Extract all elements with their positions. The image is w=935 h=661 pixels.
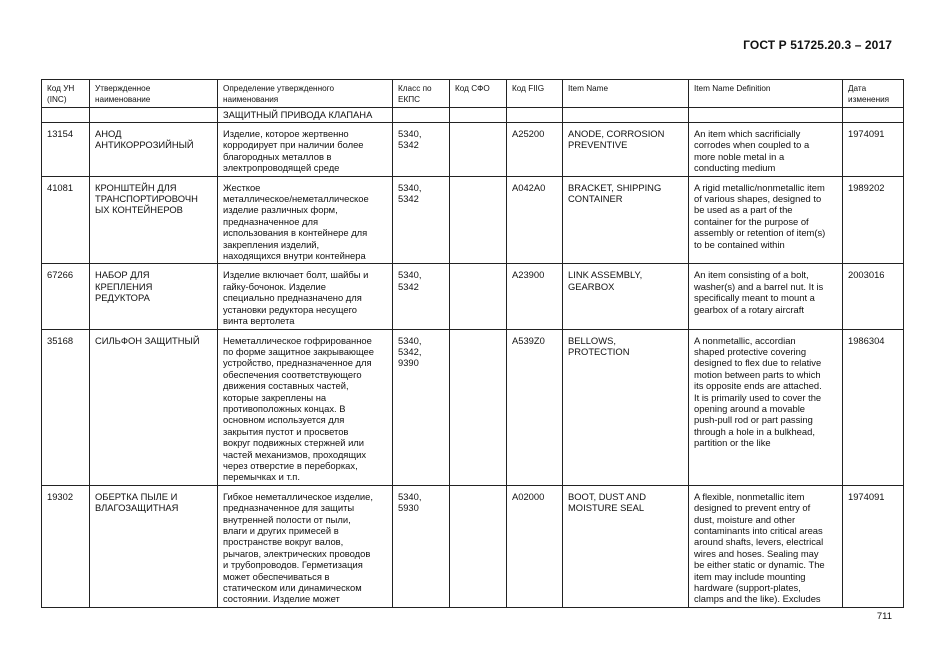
en-definition-cell-line: specifically meant to mount a [694,292,815,304]
en-definition-cell-line: washer(s) and a barrel nut. It is [694,280,824,292]
date-cell: 1989202 [843,176,904,264]
table-header-row [42,80,904,108]
section-spacer-5 [507,108,563,123]
class-cell-line: 5340, [398,334,422,346]
date-cell: 1974091 [843,485,904,607]
name-cell [90,123,218,177]
definition-cell-line: основном используется для [223,414,345,426]
col-definition-header-line: наименования [223,94,279,104]
definition-cell-line: устройство, предназначенное для [223,357,372,369]
class-cell-line: 5340, [398,128,422,139]
inc-cell: 41081 [42,176,90,264]
definition-cell-line: внутренней полости от пыли, [223,513,351,525]
definition-cell-line: вокруг подвижных стержней или [223,437,365,449]
definition-cell-line: Изделие включает болт, шайбы и [223,269,369,281]
class-cell-line: 5340, [398,181,422,193]
class-cell [393,264,450,329]
name-cell-line: ЫХ КОНТЕЙНЕРОВ [95,204,183,216]
section-title: ЗАЩИТНЫЙ ПРИВОДА КЛАПАНА [218,108,393,123]
definition-cell-line: статическом или динамическом [223,582,362,594]
inc-cell: 13154 [42,123,90,177]
definition-cell-line: пространстве вокруг валов, [223,536,344,548]
sfo-cell [450,123,507,177]
en-definition-cell-line: An item consisting of a bolt, [694,269,809,281]
en-definition-cell [689,264,843,329]
inc-cell: 35168 [42,329,90,485]
en-name-cell [563,329,689,485]
col-class-header [393,80,450,108]
en-definition-cell-line: designed to prevent entry of [694,502,811,514]
col-item-name-header [563,80,689,108]
en-definition-cell-line: corrodes when coupled to a [694,139,810,151]
class-cell-line: 5340, [398,490,422,502]
section-row [42,108,904,123]
definition-cell-line: благородных металлов в [223,150,332,162]
class-cell-line: 5342 [398,139,419,151]
page-number: 711 [876,611,892,622]
catalog-table [41,79,904,608]
en-name-cell [563,264,689,329]
table-row [42,329,904,485]
name-cell [90,264,218,329]
sfo-cell [450,329,507,485]
col-item-name-header-line: Item Name [568,84,609,93]
en-name-cell-line: PROTECTION [568,345,630,357]
en-definition-cell-line: item may include mounting [694,570,806,582]
definition-cell [218,264,393,329]
definition-cell-line: состоянии. Изделие может [223,593,340,605]
col-approved-name-header-line: Утвержденное [95,84,151,93]
name-cell-line: РЕДУКТОРА [95,292,150,304]
en-definition-cell-line: opening around a movable [694,402,806,414]
definition-cell-line: которые закреплены на [223,391,327,403]
definition-cell-line: по форме защитное закрывающее [223,345,374,357]
name-cell-line: НАБОР ДЛЯ [95,269,150,281]
table-row [42,264,904,329]
inc-cell: 67266 [42,264,90,329]
col-class-header-line: Класс по [398,84,432,93]
col-sfo-header-line: Код СФО [455,84,490,93]
en-definition-cell-line: An item which sacrificially [694,128,801,139]
fiig-cell: A042A0 [507,176,563,264]
definition-cell-line: через отверстие в переборках, [223,459,358,471]
section-spacer-4 [450,108,507,123]
en-definition-cell-line: around shafts, levers, electrical [694,536,824,548]
definition-cell-line: Жесткое [223,181,261,193]
col-date-header [843,80,904,108]
section-spacer-2 [90,108,218,123]
definition-cell-line: предназначенное для защиты [223,502,355,514]
en-definition-cell-line: dust, moisture and other [694,513,796,525]
definition-cell-line: Неметаллическое гофрированное [223,334,372,346]
en-name-cell-line: GEARBOX [568,280,615,292]
en-definition-cell [689,176,843,264]
en-definition-cell-line: wires and hoses. Sealing may [694,547,819,559]
en-definition-cell-line: contaminants into critical areas [694,525,823,536]
definition-cell-line: закрепления изделий, [223,238,320,250]
class-cell-line: 5342 [398,193,419,205]
en-name-cell [563,485,689,607]
en-definition-cell-line: push-pull rod or part passing [694,414,813,426]
definition-cell-line: специально предназначено для [223,292,362,304]
fiig-cell: A02000 [507,485,563,607]
name-cell-line: СИЛЬФОН ЗАЩИТНЫЙ [95,334,200,346]
definition-cell-line: установки редуктора несущего [223,303,358,315]
definition-cell-line: рычагов, электрических проводов [223,547,371,559]
definition-cell-line: Изделие, которое жертвенно [223,128,349,139]
sfo-cell [450,264,507,329]
section-spacer-3 [393,108,450,123]
fiig-cell: A25200 [507,123,563,177]
name-cell-line: ОБЕРТКА ПЫЛЕ И [95,490,178,502]
en-definition-cell-line: hardware (support-plates, [694,582,801,594]
en-definition-cell-line: gearbox of a rotary aircraft [694,303,804,315]
col-item-definition-header [689,80,843,108]
col-approved-name-header-line: наименование [95,94,151,104]
en-definition-cell-line: designed to flex due to relative [694,357,822,369]
en-definition-cell-line: of various shapes, designed to [694,193,822,205]
en-definition-cell-line: through a hole in a bulkhead, [694,425,815,437]
en-definition-cell-line: partition or the like [694,437,771,449]
definition-cell-line: корродирует при наличии более [223,139,364,151]
name-cell-line: АНТИКОРРОЗИЙНЫЙ [95,139,194,151]
name-cell-line: ВЛАГОЗАЩИТНАЯ [95,502,179,514]
en-definition-cell-line: its opposite ends are attached. [694,380,822,392]
definition-cell-line: винта вертолета [223,315,295,327]
definition-cell-line: металлическое/неметаллическое [223,193,369,205]
col-definition-header-line: Определение утвержденного [223,84,335,93]
name-cell-line: АНОД [95,128,122,139]
en-definition-cell-line: A rigid metallic/nonmetallic item [694,181,825,193]
en-name-cell-line: ANODE, CORROSION [568,128,665,139]
en-definition-cell-line: be used as a part of the [694,204,793,216]
col-inc-header-line: (INC) [47,94,67,104]
table-row [42,123,904,177]
col-definition-header [218,80,393,108]
en-name-cell [563,176,689,264]
definition-cell-line: изделие различных форм, [223,204,338,216]
section-spacer-8 [843,108,904,123]
en-name-cell-line: BELLOWS, [568,334,616,346]
col-item-definition-header-line: Item Name Definition [694,84,771,93]
sfo-cell [450,176,507,264]
class-cell [393,123,450,177]
definition-cell [218,123,393,177]
en-name-cell-line: MOISTURE SEAL [568,502,645,514]
definition-cell-line: влаги и других примесей в [223,525,339,536]
definition-cell-line: предназначенное для [223,215,319,227]
class-cell-line: 5342, [398,345,422,357]
name-cell [90,176,218,264]
en-definition-cell-line: to be contained within [694,238,785,250]
col-approved-name-header [90,80,218,108]
en-name-cell-line: BOOT, DUST AND [568,490,646,502]
col-fiig-header-line: Код FIIG [512,84,545,93]
section-spacer-7 [689,108,843,123]
document-code: ГОСТ Р 51725.20.3 – 2017 [743,38,892,52]
en-definition-cell-line: container for the purpose of [694,215,809,227]
en-definition-cell-line: clamps and the like). Excludes [694,593,821,605]
col-class-header-line: ЕКПС [398,94,421,104]
definition-cell-line: использования в контейнере для [223,227,368,239]
sfo-cell [450,485,507,607]
name-cell-line: ТРАНСПОРТИРОВОЧН [95,193,198,205]
en-definition-cell-line: A nonmetallic, accordian [694,334,796,346]
definition-cell-line: противоположных концах. В [223,402,346,414]
class-cell-line: 5340, [398,269,422,281]
name-cell [90,329,218,485]
en-definition-cell-line: assembly or retention of item(s) [694,227,826,239]
col-date-header-line: Дата [848,84,867,93]
class-cell [393,176,450,264]
en-definition-cell-line: more noble metal in a [694,150,785,162]
definition-cell-line: и трубопроводов. Герметизация [223,559,363,571]
en-name-cell-line: PREVENTIVE [568,139,628,151]
class-cell [393,329,450,485]
col-fiig-header [507,80,563,108]
en-name-cell-line: BRACKET, SHIPPING [568,181,662,193]
col-date-header-line: изменения [848,94,890,104]
en-definition-cell-line: motion between parts to which [694,368,821,380]
section-spacer-1 [42,108,90,123]
definition-cell [218,329,393,485]
definition-cell-line: Гибкое неметаллическое изделие, [223,490,373,502]
definition-cell-line: гайку-бочонок. Изделие [223,280,326,292]
definition-cell-line: перемычках и т.п. [223,471,300,483]
fiig-cell: A539Z0 [507,329,563,485]
en-definition-cell [689,485,843,607]
definition-cell [218,485,393,607]
definition-cell-line: закрытия пустот и просветов [223,425,349,437]
definition-cell-line: находящихся внутри контейнера [223,250,366,262]
inc-cell: 19302 [42,485,90,607]
fiig-cell: A23900 [507,264,563,329]
date-cell: 1974091 [843,123,904,177]
table-row [42,485,904,607]
definition-cell [218,176,393,264]
definition-cell-line: электропроводящей среде [223,162,340,174]
en-definition-cell-line: It is primarily used to cover the [694,391,822,403]
date-cell: 2003016 [843,264,904,329]
en-definition-cell-line: shaped protective covering [694,345,807,357]
definition-cell-line: частей механизмов, проходящих [223,448,367,460]
col-sfo-header [450,80,507,108]
definition-cell-line: может обеспечиваться в [223,570,330,582]
en-definition-cell-line: conducting medium [694,162,776,174]
section-spacer-6 [563,108,689,123]
col-inc-header [42,80,90,108]
en-name-cell-line: CONTAINER [568,193,623,205]
en-definition-cell-line: be either static or dynamic. The [694,559,825,571]
date-cell: 1986304 [843,329,904,485]
definition-cell-line: движения составных частей, [223,380,349,392]
en-definition-cell-line: A flexible, nonmetallic item [694,490,805,502]
en-name-cell-line: LINK ASSEMBLY, [568,269,643,281]
class-cell-line: 5930 [398,502,419,514]
en-definition-cell [689,123,843,177]
class-cell-line: 5342 [398,280,419,292]
table-row [42,176,904,264]
class-cell [393,485,450,607]
class-cell-line: 9390 [398,357,419,369]
definition-cell-line: обеспечения соответствующего [223,368,362,380]
name-cell [90,485,218,607]
name-cell-line: КРОНШТЕЙН ДЛЯ [95,181,177,193]
en-name-cell [563,123,689,177]
col-inc-header-line: Код УН [47,84,75,93]
en-definition-cell [689,329,843,485]
name-cell-line: КРЕПЛЕНИЯ [95,280,153,292]
